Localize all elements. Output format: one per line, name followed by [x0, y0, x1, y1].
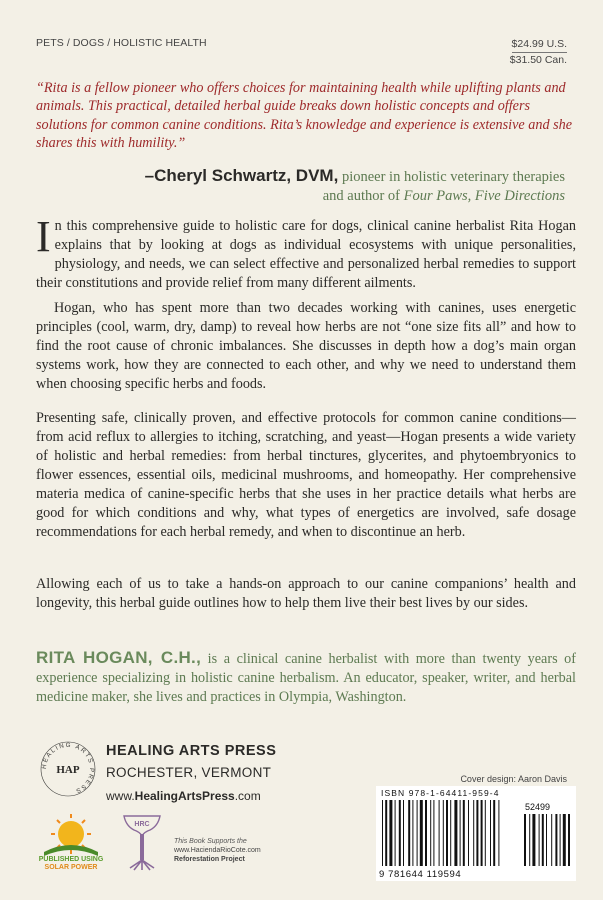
price-barcode-bar: [524, 814, 526, 866]
barcode-bar: [430, 800, 431, 866]
support-line-1: This Book Supports the: [174, 838, 247, 845]
solar-line-2: SOLAR POWER: [44, 864, 98, 871]
publisher-location: ROCHESTER, VERMONT: [106, 765, 272, 780]
barcode-bar: [412, 800, 413, 866]
price-barcode-bar: [532, 814, 535, 866]
isbn-barcode: [376, 786, 576, 881]
price-block: [510, 37, 567, 67]
barcode-bar: [417, 800, 418, 866]
publisher-url-suffix: .com: [234, 789, 261, 803]
price-barcode-bar: [551, 814, 552, 866]
solar-badge-text: [38, 856, 104, 872]
price-barcode-bar: [555, 814, 557, 866]
barcode-bar: [473, 800, 474, 866]
publisher-logo: [40, 741, 96, 797]
description-paragraph-1: [36, 212, 576, 293]
price-barcode-bar: [568, 814, 570, 866]
price-barcode-bar: [542, 814, 544, 866]
barcode-bar: [408, 800, 410, 866]
barcode-bar: [450, 800, 451, 866]
price-barcode-bar: [546, 814, 547, 866]
cover-design-credit: Cover design: Aaron Davis: [460, 774, 567, 784]
price-code: 52499: [525, 802, 551, 812]
endorser-book-title: Four Paws, Five Directions: [403, 188, 565, 204]
support-url[interactable]: www.HaciendaRioCote.com: [174, 847, 261, 854]
barcode-bar: [454, 800, 457, 866]
barcode-bar: [420, 800, 423, 866]
barcode-bar: [385, 800, 387, 866]
tree-icon: [114, 812, 170, 872]
barcode-bar: [425, 800, 427, 866]
barcode-bar: [481, 800, 483, 866]
barcode-bar: [490, 800, 491, 866]
barcode-bar: [493, 800, 495, 866]
drop-cap: I: [36, 212, 51, 261]
reforestation-support: [174, 837, 261, 864]
publisher-logo-initials: HAP: [56, 764, 80, 776]
barcode-bar: [399, 800, 401, 866]
endorsement-attribution: [45, 166, 565, 206]
price-barcode-bar: [560, 814, 561, 866]
publisher-name: HEALING ARTS PRESS: [106, 743, 277, 759]
barcode-bar: [498, 800, 499, 866]
barcode-bar: [460, 800, 461, 866]
barcode-bar: [476, 800, 478, 866]
barcode-bar: [443, 800, 444, 866]
isbn-number: ISBN 978-1-64411-959-4: [381, 788, 500, 798]
publisher-logo-ring-text: HEALING ARTS PRESS: [40, 741, 96, 795]
barcode-panel: [376, 786, 576, 881]
price-can: $31.50 Can.: [509, 54, 567, 66]
publisher-url[interactable]: [106, 789, 261, 803]
barcode-bar: [395, 800, 396, 866]
endorsement-quote: “Rita is a fellow pioneer who offers choices for maintaining health while uplifting plants and animals. This practical, detailed herbal guide breaks down holistic concepts and offers solutions for common canine conditions. Rita’s knowledge and experience is extensive and she shares this with humility.”: [36, 80, 572, 152]
description-p1-text: n this comprehensive guide to holistic care for dogs, clinical canine herbalist Rita Hogan explains that by looking at dogs as individual ecosystems with unique personalities, physiology, and needs, we can select effective and personalized herbal remedies to support their constitutions and provide relief from many different ailments.: [36, 218, 576, 291]
endorser-book-prefix: and author of: [322, 188, 404, 204]
description-paragraph-3: Presenting safe, clinically proven, and effective protocols for common canine conditions—from acid reflux to allergies to itching, scratching, and yeast—Hogan presents a wide variety of holistic and herbal remedies: from herbal tinctures, glycerites, and phytoembryonics to flower essences, essential oils, medicinal mushrooms, and homeopathy. Her comprehensive materia medica of canine-specific herbs that she uses in her practice details what herbs are good for which conditions and why, what types of energetics are involved, safe dosage recommendations for each herbal remedy, and when to discontinue an herb.: [36, 410, 576, 540]
barcode-bar: [485, 800, 486, 866]
tree-logo-text: HRC: [134, 821, 150, 828]
price-us: $24.99 U.S.: [512, 37, 567, 53]
barcode-bar: [446, 800, 448, 866]
barcode-bar: [433, 800, 434, 866]
barcode-bar: [389, 800, 392, 866]
solar-line-1: PUBLISHED USING: [38, 856, 104, 863]
publisher-url-main: HealingArtsPress: [134, 789, 235, 803]
support-line-3: Reforestation Project: [174, 856, 245, 863]
publisher-url-prefix: www.: [106, 789, 135, 803]
barcode-bar: [382, 800, 383, 866]
description-paragraph-4: Allowing each of us to take a hands-on approach to our canine companions’ health and longevity, this herbal guide outlines how to help them live their best lives by our sides.: [36, 576, 576, 611]
price-barcode-bar: [539, 814, 540, 866]
barcode-bar: [468, 800, 469, 866]
author-name: RITA HOGAN, C.H.,: [36, 648, 202, 667]
category-line: PETS / DOGS / HOLISTIC HEALTH: [36, 37, 207, 49]
barcode-bar: [463, 800, 465, 866]
price-barcode-bar: [563, 814, 566, 866]
author-bio-text: is a clinical canine herbalist with more than twenty years of experience specializing in holistic canine herbalism. An educator, speaker, writer, and herbal medicine maker, she lives and practices in Olympia, Washington.: [36, 651, 576, 705]
price-barcode-bar: [529, 814, 530, 866]
endorser-name: –Cheryl Schwartz, DVM,: [144, 166, 339, 185]
barcode-bar: [439, 800, 440, 866]
endorser-title: pioneer in holistic veterinary therapies: [341, 169, 565, 185]
author-bio: [36, 648, 576, 707]
barcode-bar: [403, 800, 404, 866]
description-paragraph-2: Hogan, who has spent more than two decades working with canines, uses energetic principles (cool, warm, dry, damp) to reveal how herbs are not “one size fits all” and how to find the root cause of chronic imbalances. She discusses in depth how a dog’s main organ systems work, how they are connected to each other, and why we need to understand them when choosing specific herbs and foods.: [36, 300, 576, 392]
ean-digits: 9 781644 119594: [379, 869, 462, 880]
